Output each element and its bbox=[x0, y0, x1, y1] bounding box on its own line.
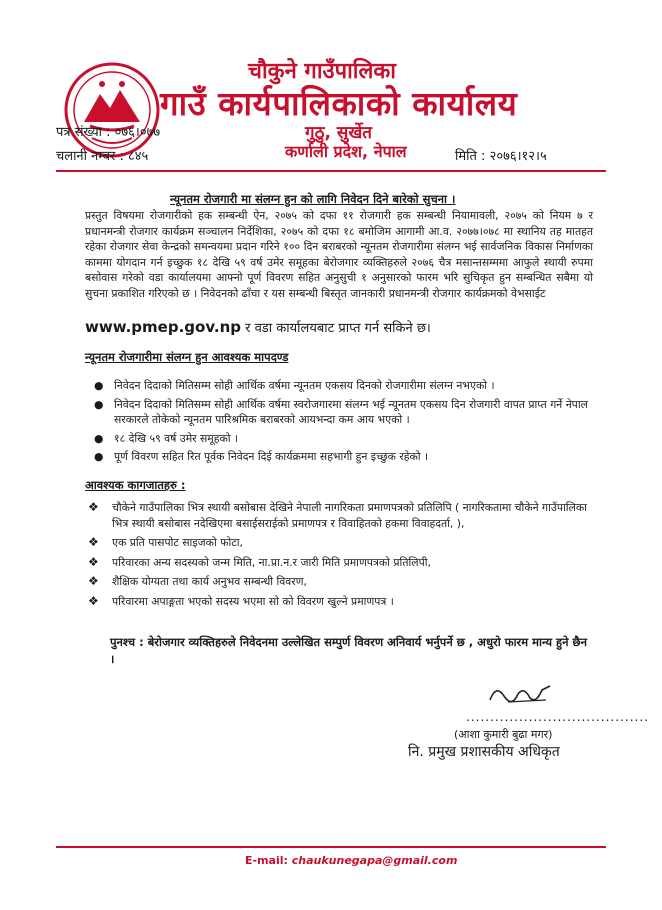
letter-number: पत्र संख्या : ०७६।०७७ bbox=[56, 125, 161, 140]
list-item: ● पूर्ण विवरण सहित रित पूर्वक निवेदन दिई कार्यक्रममा सहभागी हुन इच्छुक रहेको । bbox=[94, 450, 429, 463]
notice-subject: न्यूनतम रोजगारी मा संलग्न हुन को लागि निवेदन दिने बारेको सुचना । bbox=[170, 192, 456, 206]
list-item: ❖ शैक्षिक योग्यता तथा कार्य अनुभव सम्बन्धी विवरण, bbox=[88, 574, 307, 588]
signatory-name: (आशा कुमारी बुढा मगर) bbox=[454, 728, 553, 741]
list-item: ❖ परिवारका अन्य सदस्यको जन्म मिति, ना.प्रा.न.र जारी मिति प्रमाणपत्रको प्रतिलिपी, bbox=[88, 554, 431, 569]
dispatch-number: चलानी नम्बर : ८४५ bbox=[56, 149, 149, 164]
documents-list bbox=[88, 500, 593, 613]
list-item: ❖ चौकेने गाउँपालिका भित्र स्थायी बसोबास देखिने नेपाली नागरिकता प्रमाणपत्रको प्रतिलिपि ( नागरिकतामा चौकेने गाउँपालिका भित्र स्थायी बसोबास नदेखिएमा बसाईसराईको प्रमाणपत्र र विवाहितको हकमा विवाहदर्ता, ), bbox=[88, 500, 587, 530]
bullet-icon: ● bbox=[94, 397, 104, 411]
list-item: ❖ एक प्रति पासपोट साइजको फोटा, bbox=[88, 535, 243, 549]
list-item: ● निवेदन दिदाको मितिसम्म सोही आर्थिक वर्षमा न्यूनतम एकसय दिनको रोजगारीमा संलग्न नभएको । bbox=[94, 379, 495, 392]
letter-date: मिति : २०७६।१२।५ bbox=[455, 149, 547, 164]
office-name: गाउँ कार्यपालिकाको कार्यालय bbox=[160, 84, 518, 123]
diamond-bullet-icon: ❖ bbox=[88, 535, 99, 549]
diamond-bullet-icon: ❖ bbox=[88, 554, 99, 569]
handwritten-signature bbox=[486, 680, 556, 708]
documents-heading: आवश्यक कागजातहरु : bbox=[85, 478, 186, 492]
website-line bbox=[85, 318, 431, 336]
notice-body: प्रस्तुत विषयमा रोजगारीको हक सम्बन्धी ऐन, २०७५ को दफा ११ रोजगारी हक सम्बन्धी नियामावली, २०७५ को नियम ७ र प्रधानमन्त्री रोजगार कार्यक्रम सञ्चालन निर्देशिका, २०७५ को दफा १८ बमोजिम आगामी आ.व. २०७७।०७८ मा स्थानिय तह मातहत रहेका रोजगार सेवा केन्द्रको समन्वयमा प्रदान गरिने १०० दिन बराबरको न्यूनतम रोजगारीमा संलग्न भई सार्वजनिक विकास निर्माणका काममा योगदान गर्न इच्छुक १८ देखि ५९ वर्ष उमेर समूहका बेरोजगार व्यक्तिहरुले २०७६ चैत्र मसान्तसम्ममा आफुले स्थायी रुपमा बसोवास गरेको वडा कार्यालयमा आफ्नो पूर्ण विवरण सहित अनुसुची १ अनुसारको फारम भरि सुचिकृत हुन सम्बन्धित सबैमा यो सुचना प्रकाशित गरिएको छ । निवेदनको ढाँचा र यस सम्बन्धी बिस्तृत जानकारी प्रधानमन्त्री रोजगार कार्यक्रमको वेभसाईट bbox=[85, 209, 593, 300]
list-item: ● निवेदन दिदाको मितिसम्म सोही आर्थिक वर्षमा स्वरोजगारमा संलग्न भई न्यूनतम एकसय दिन रोजगारी वापत प्राप्त गर्ने नेपाल सरकारले तोकेको न्यूनतम पारिश्रमिक बराबरको आयभन्दा कम आय भएको । bbox=[94, 397, 588, 426]
criteria-list bbox=[92, 378, 592, 468]
website-suffix: र वडा कार्यालयबाट प्राप्त गर्न सकिने छ। bbox=[241, 321, 431, 336]
bullet-icon: ● bbox=[94, 431, 104, 445]
province-country: कर्णाली प्रदेश, नेपाल bbox=[285, 142, 407, 161]
diamond-bullet-icon: ❖ bbox=[88, 574, 99, 588]
diamond-bullet-icon: ❖ bbox=[88, 593, 99, 608]
bullet-icon: ● bbox=[94, 450, 104, 463]
municipality-name: चौकुने गाउँपालिका bbox=[248, 59, 396, 84]
criteria-heading: न्यूनतम रोजगारीमा संलग्न हुन आवश्यक मापदण्ड bbox=[85, 350, 289, 364]
nepal-emblem-logo bbox=[62, 60, 162, 160]
list-item: ❖ परिवारमा अपाङ्गता भएको सदस्य भएमा सो को विवरण खुल्ने प्रमाणपत्र । bbox=[88, 593, 394, 608]
footer-divider bbox=[56, 846, 606, 848]
header-divider bbox=[56, 170, 606, 172]
office-location: गुठु, सुर्खेत bbox=[305, 123, 372, 143]
bullet-icon: ● bbox=[94, 379, 104, 392]
signature-line: ...................................... bbox=[466, 710, 649, 724]
postscript: पुनश्च : बेरोजगार व्यक्तिहरुले निवेदनमा उल्लेखित सम्पुर्ण विवरण अनिवार्य भर्नुपर्ने छ , अधुरो फारम मान्य हुने छैन । bbox=[110, 635, 587, 666]
list-item: ● १८ देखि ५९ वर्ष उमेर समूहको । bbox=[94, 431, 239, 445]
signatory-title: नि. प्रमुख प्रशासकीय अधिकृत bbox=[408, 744, 560, 760]
website-url: www.pmep.gov.np bbox=[85, 318, 241, 336]
diamond-bullet-icon: ❖ bbox=[88, 500, 99, 514]
email-address[interactable]: chaukunegapa@gmail.com bbox=[291, 854, 458, 867]
footer-email bbox=[245, 854, 457, 867]
email-label: E-mail: bbox=[245, 854, 288, 867]
